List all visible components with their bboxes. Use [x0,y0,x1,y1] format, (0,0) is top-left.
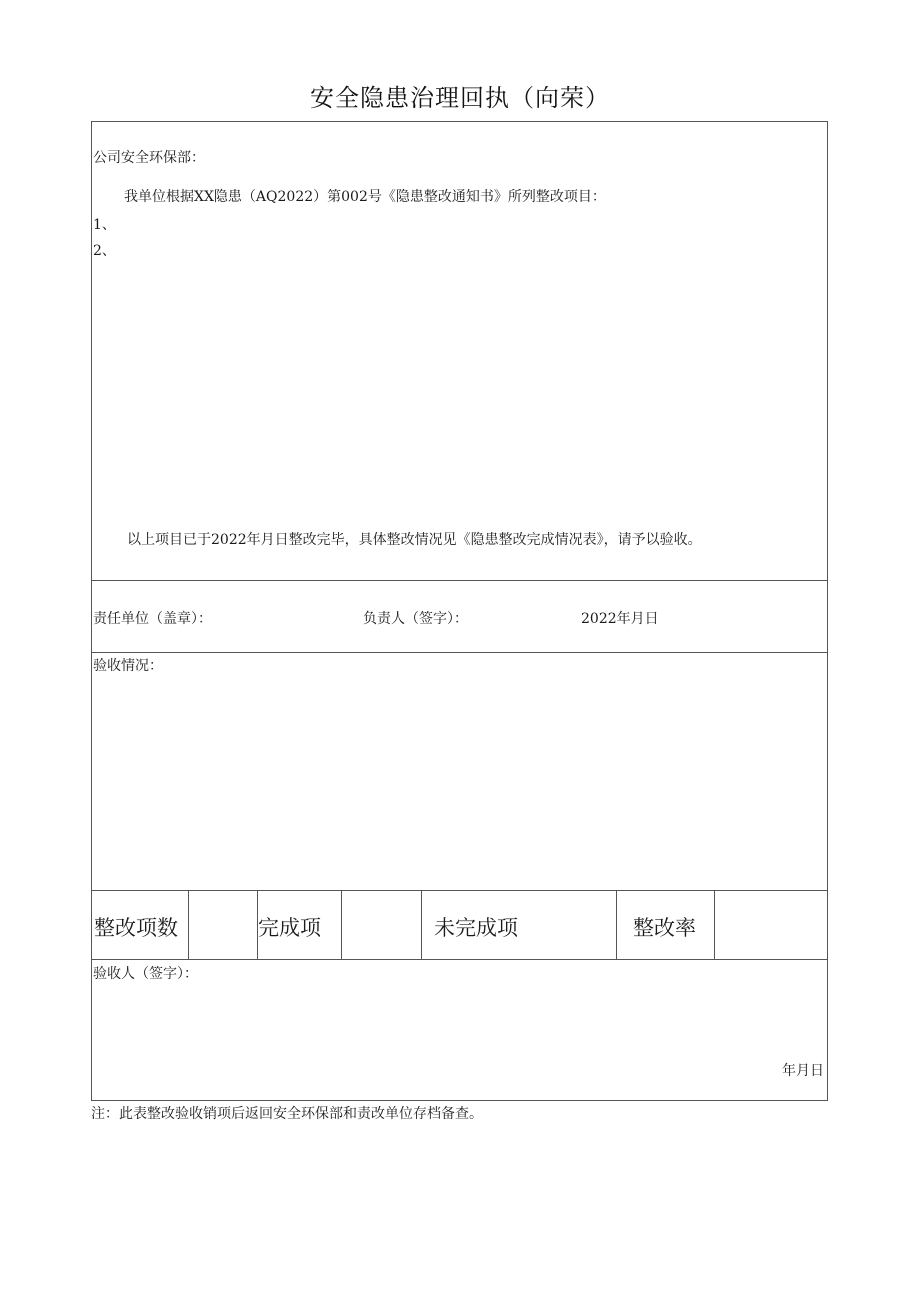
page-title: 安全隐患治理回执（向荣） [310,84,610,112]
item-2: 2、 [93,243,116,259]
acceptance-date: 年月日 [782,1063,824,1079]
divider [421,890,422,959]
divider [92,890,827,891]
divider [616,890,617,959]
sign-date: 2022年月日 [581,611,659,627]
addressee-text: 公司安全环保部： [93,150,205,166]
receipt-form [91,121,828,1101]
footnote: 注：此表整改验收销项后返回安全环保部和责改单位存档备查。 [91,1106,483,1122]
responsible-unit-label: 责任单位（盖章）： [93,611,212,627]
rectification-rate-label: 整改率 [633,916,696,940]
divider [92,652,827,653]
completed-items-label: 完成项 [258,916,321,940]
completion-text: 以上项目已于2022年月日整改完毕，具体整改情况见《隐患整改完成情况表》，请予以验收。 [127,532,702,548]
person-in-charge-label: 负责人（签字）： [363,611,468,627]
intro-text: 我单位根据XX隐患（AQ2022）第002号《隐患整改通知书》所列整改项目： [124,189,606,205]
incomplete-items-label: 未完成项 [434,916,518,940]
divider [341,890,342,959]
divider [188,890,189,959]
acceptance-label: 验收情况： [93,658,163,674]
item-1: 1、 [93,217,116,233]
divider [92,580,827,581]
divider [714,890,715,959]
divider [92,959,827,960]
total-items-label: 整改项数 [94,916,178,940]
inspector-label: 验收人（签字）： [93,966,198,982]
